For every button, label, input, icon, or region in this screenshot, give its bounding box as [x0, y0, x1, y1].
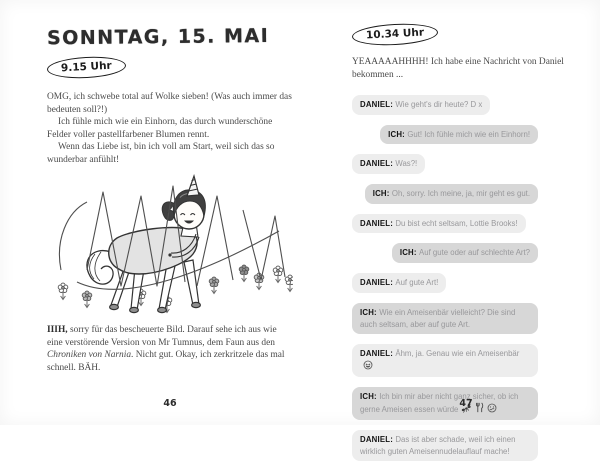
sender-label: ICH: — [388, 129, 408, 139]
chapter-title: SONNTAG, 15. MAI — [46, 24, 270, 50]
diary-paragraph: OMG, ich schwebe total auf Wolke sieben! (Was auch immer das bedeuten soll?!) — [47, 92, 292, 115]
message-text: Was?! — [395, 159, 418, 169]
page-number-left: 46 — [163, 398, 177, 409]
message-text: Gut! Ich fühle mich wie ein Einhorn! — [407, 129, 530, 139]
time-badge-left — [47, 55, 127, 80]
page-number-right: 47 — [459, 398, 473, 409]
laughing-face-emoji — [363, 360, 373, 370]
chat-bubble-daniel — [352, 273, 446, 293]
caption-segment: . Nicht gut. Okay, ich zerkritzele das mal schnell. BÄH. — [47, 350, 285, 373]
caption-segment: IIIH, — [47, 325, 68, 335]
diary-text — [47, 91, 293, 166]
chat-bubble-daniel — [352, 95, 490, 115]
caption-segment: sorry für das bescheuerte Bild. Darauf sehe ich aus wie eine verstörende Version von Mr Tumnus, dem Faun aus den — [47, 325, 277, 348]
diary-paragraph: Ich fühle mich wie ein Einhorn, das durch wunderschöne Felder voller pastellfarbener Blumen rennt. — [47, 117, 273, 140]
chat-bubble-ich — [352, 303, 538, 334]
message-text: Du bist echt seltsam, Lottie Brooks! — [395, 218, 518, 228]
chat-bubble-ich — [380, 125, 538, 145]
chat-bubble-ich — [392, 243, 538, 263]
diary-intro: YEAAAAAHHHH! Ich habe eine Nachricht von Daniel bekommen ... — [352, 57, 564, 80]
diary-paragraph: Wenn das Liebe ist, bin ich voll am Start, weil sich das so wunderbar anfühlt! — [47, 142, 275, 165]
chat-bubble-ich — [365, 184, 538, 204]
sender-label: ICH: — [372, 189, 392, 199]
right-page — [352, 0, 580, 456]
unicorn-illustration — [47, 174, 293, 320]
sender-label: DANIEL: — [360, 159, 396, 169]
chat-bubble-daniel — [352, 430, 538, 461]
message-text: Wie geht's dir heute? D x — [395, 100, 483, 109]
message-text: Oh, sorry. Ich meine, ja, mir geht es gut. — [391, 189, 530, 199]
message-text: Wie ein Ameisenbär vielleicht? Die sind auch seltsam, aber auf gute Art. — [360, 307, 516, 329]
sender-label: ICH: — [360, 391, 380, 401]
chat-bubble-daniel — [352, 154, 425, 174]
message-text: Auf gute oder auf schlechte Art? — [419, 248, 530, 258]
sender-label: DANIEL: — [360, 349, 396, 359]
message-text: Auf gute Art! — [395, 278, 439, 288]
left-page — [47, 0, 293, 425]
time-badge-left-text: 9.15 Uhr — [60, 59, 113, 75]
illustration-caption — [47, 324, 293, 374]
message-text: Ich bin mir aber nicht ganz sicher, ob ich gerne Ameisen essen würde — [360, 391, 519, 415]
caption-segment: Chroniken von Narnia — [47, 350, 132, 360]
sender-label: DANIEL: — [360, 100, 396, 109]
sender-label: DANIEL: — [360, 434, 396, 444]
chat-bubble-daniel — [352, 344, 538, 376]
message-text: Ähm, ja. Genau wie ein Ameisenbär — [395, 349, 520, 359]
time-badge-right-text: 10.34 Uhr — [365, 26, 425, 42]
chat-bubble-daniel — [352, 214, 526, 234]
unicorn-horn — [187, 176, 199, 196]
sender-label: DANIEL: — [360, 278, 396, 288]
sender-label: ICH: — [360, 307, 380, 317]
time-badge-right — [352, 22, 439, 47]
sender-label: ICH: — [399, 248, 420, 258]
sender-label: DANIEL: — [360, 218, 396, 228]
message-text: Das ist aber schade, weil ich einen wirklich guten Ameisennudelauflauf mache! — [360, 434, 516, 456]
